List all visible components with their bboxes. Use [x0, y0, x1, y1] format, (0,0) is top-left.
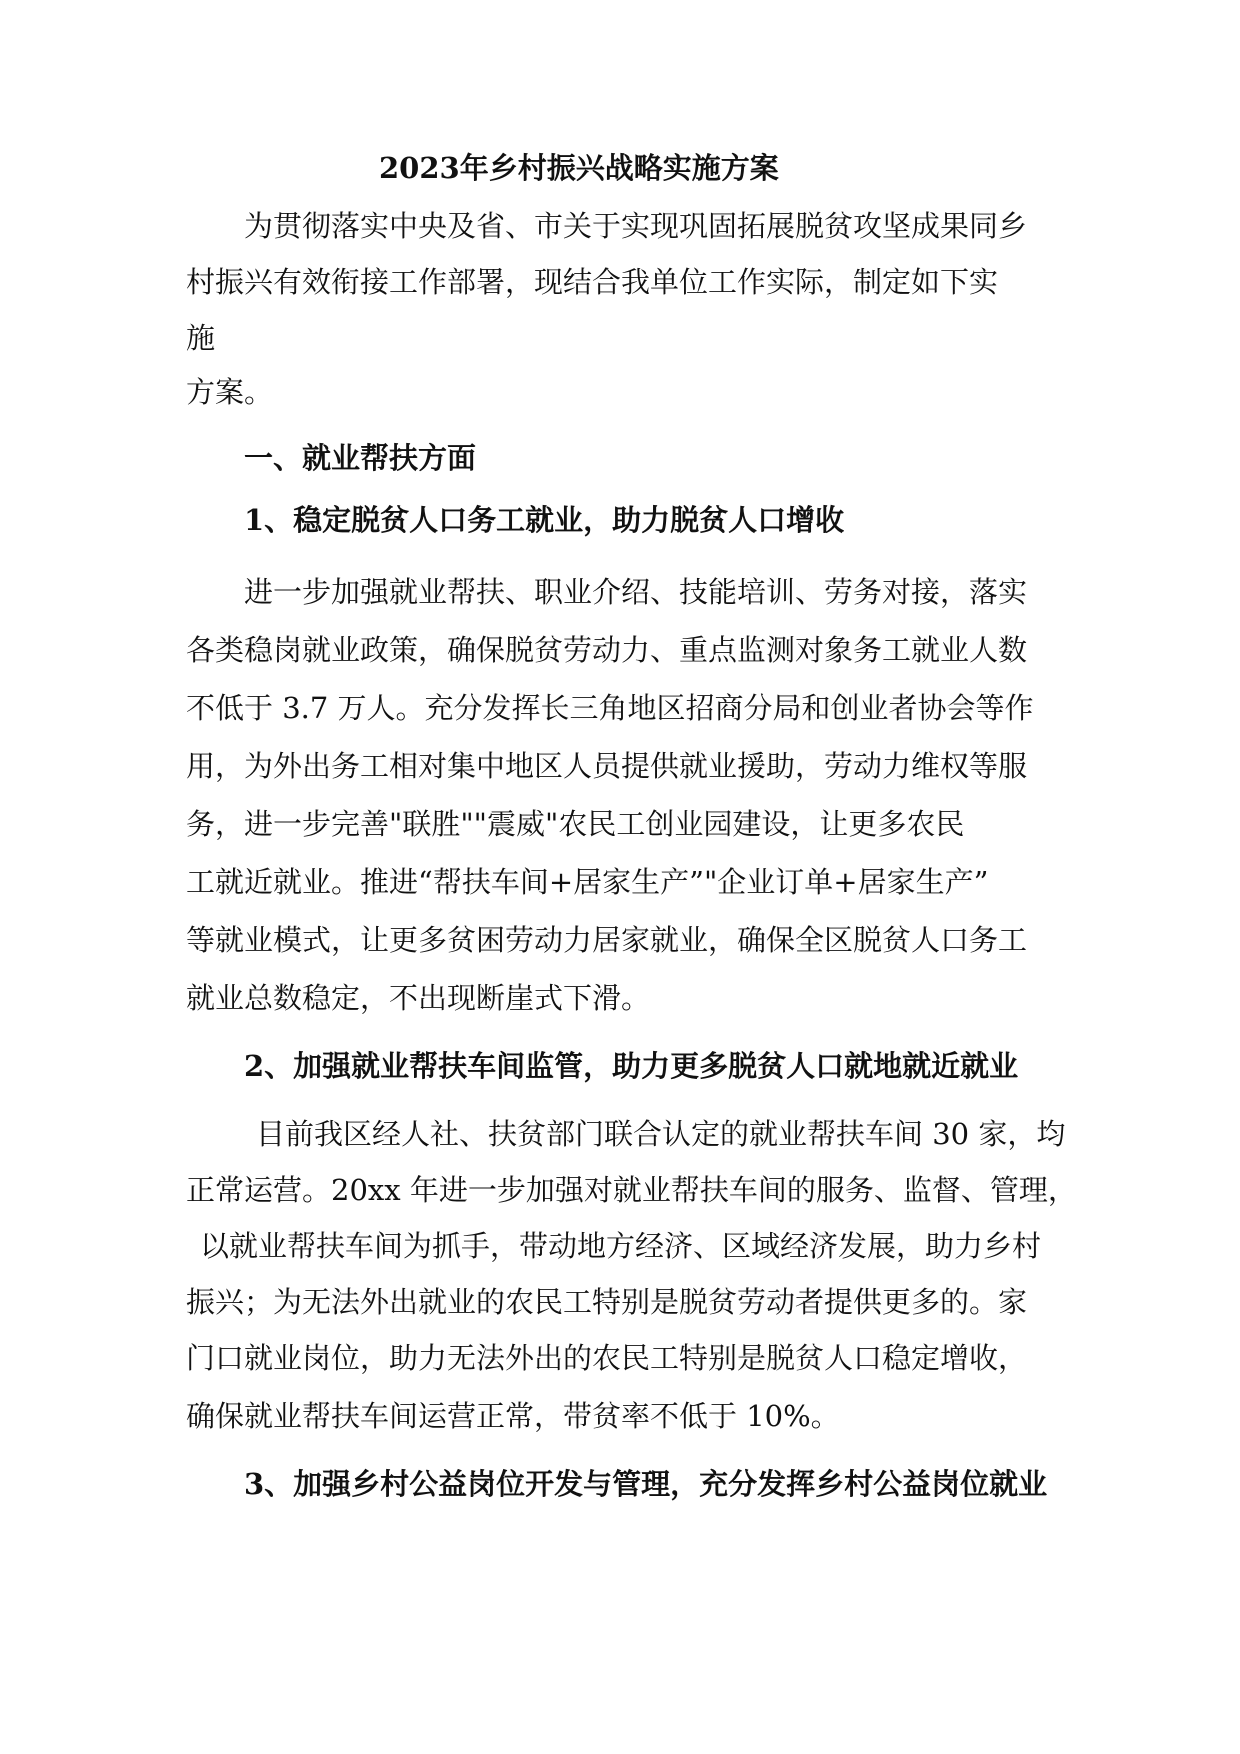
item-1-line-6: 工就近就业。推进“帮扶车间+居家生产”"企业订单+居家生产” [186, 865, 989, 899]
intro-line-2: 村振兴有效衔接工作部署，现结合我单位工作实际，制定如下实 [186, 265, 999, 299]
item-1-line-4: 用，为外出务工相对集中地区人员提供就业援助，劳动力维权等服 [186, 749, 1028, 783]
section-1-heading: 一、就业帮扶方面 [244, 441, 477, 475]
item-1-line-5: 务，进一步完善"联胜""震威"农民工创业园建设，让更多农民 [186, 807, 965, 841]
item-1-line-2: 各类稳岗就业政策，确保脱贫劳动力、重点监测对象务工就业人数 [186, 633, 1028, 667]
item-2-line-5: 门口就业岗位，助力无法外出的农民工特别是脱贫人口稳定增收， [186, 1341, 1028, 1375]
item-1-line-7: 等就业模式，让更多贫困劳动力居家就业，确保全区脱贫人口务工 [186, 923, 1028, 957]
item-1-line-8: 就业总数稳定，不出现断崖式下滑。 [186, 981, 651, 1015]
document-title: 2023年乡村振兴战略实施方案 [379, 151, 779, 185]
intro-line-4: 方案。 [186, 375, 274, 409]
item-3-heading: 3、加强乡村公益岗位开发与管理，充分发挥乡村公益岗位就业 [244, 1467, 1048, 1501]
item-1-heading: 1、稳定脱贫人口务工就业，助力脱贫人口增收 [244, 503, 845, 537]
item-2-line-6: 确保就业帮扶车间运营正常，带贫率不低于 10%。 [186, 1399, 840, 1433]
item-2-heading: 2、加强就业帮扶车间监管，助力更多脱贫人口就地就近就业 [244, 1049, 1019, 1083]
intro-line-1: 为贯彻落实中央及省、市关于实现巩固拓展脱贫攻坚成果同乡 [244, 209, 1028, 243]
item-2-line-4: 振兴；为无法外出就业的农民工特别是脱贫劳动者提供更多的。家 [186, 1285, 1028, 1319]
item-2-line-2: 正常运营。20xx 年进一步加强对就业帮扶车间的服务、监督、管理， [186, 1173, 1077, 1207]
item-2-line-3: 以就业帮扶车间为抓手，带动地方经济、区域经济发展，助力乡村 [200, 1229, 1042, 1263]
item-1-line-1: 进一步加强就业帮扶、职业介绍、技能培训、劳务对接，落实 [244, 575, 1028, 609]
intro-line-3: 施 [186, 321, 216, 355]
item-1-line-3: 不低于 3.7 万人。充分发挥长三角地区招商分局和创业者协会等作 [186, 691, 1034, 725]
item-2-line-1: 目前我区经人社、扶贫部门联合认定的就业帮扶车间 30 家，均 [256, 1117, 1066, 1151]
